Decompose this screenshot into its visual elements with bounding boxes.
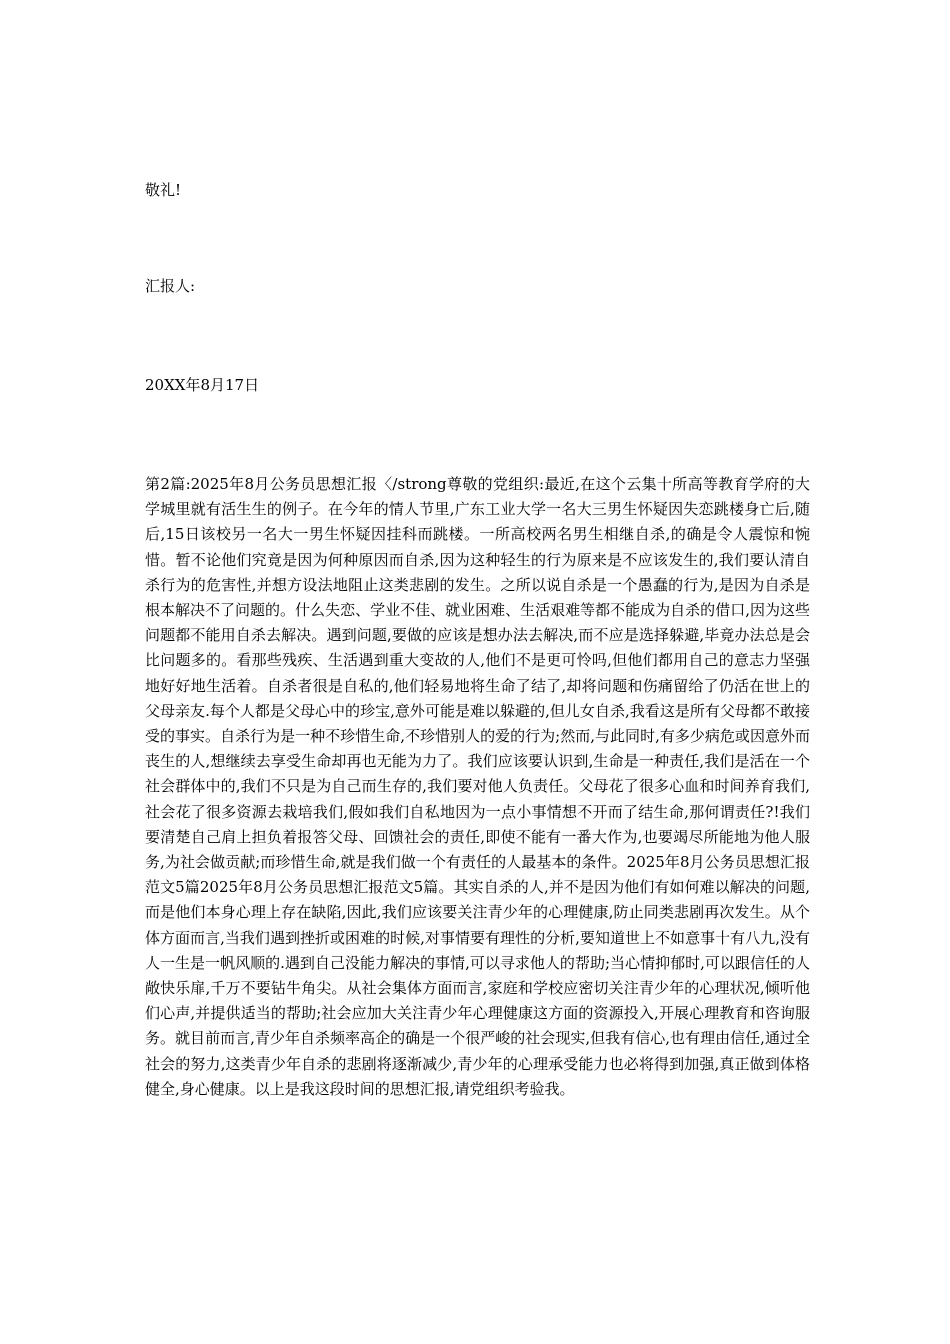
- report-body-paragraph: 第2篇:2025年8月公务员思想汇报〈/strong尊敬的党组织:最近,在这个云集十所高等教育学府的大学城里就有活生生的例子。在今年的情人节里,广东工业大学一名大三男生怀疑因失恋跳楼身亡后,随后,15日该校另一名大一男生怀疑因挂科而跳楼。一所高校两名男生相继自杀,的确是令人震惊和惋惜。暂不论他们究竟是因为何种原因而自杀,因为这种轻生的行为原来是不应该发生的,我们要认清自杀行为的危害性,并想方设法地阻止这类悲剧的发生。之所以说自杀是一个愚蠢的行为,是因为自杀是根本解决不了问题的。什么失恋、学业不佳、就业困难、生活艰难等都不能成为自杀的借口,因为这些问题都不能用自杀去解决。遇到问题,要做的应该是想办法去解决,而不应是选择躲避,毕竟办法总是会比问题多的。看那些残疾、生活遇到重大变故的人,他们不是更可怜吗,但他们都用自己的意志力坚强地好好地生活着。自杀者很是自私的,他们轻易地将生命了结了,却将问题和伤痛留给了仍活在世上的父母亲友.每个人都是父母心中的珍宝,意外可能是难以躲避的,但儿女自杀,我看这是所有父母都不敢接受的事实。自杀行为是一种不珍惜生命,不珍惜别人的爱的行为;然而,与此同时,有多少病危或因意外而丧生的人,想继续去享受生命却再也无能为力了。我们应该要认识到,生命是一种责任,我们是活在一个社会群体中的,我们不只是为自己而生存的,我们要对他人负责任。父母花了很多心血和时间养育我们,社会花了很多资源去栽培我们,假如我们自私地因为一点小事情想不开而了结生命,那何谓责任?!我们要清楚自己肩上担负着报答父母、回馈社会的责任,即使不能有一番大作为,也要竭尽所能地为他人服务,为社会做贡献;而珍惜生命,就是我们做一个有责任的人最基本的条件。2025年8月公务员思想汇报范文5篇2025年8月公务员思想汇报范文5篇。其实自杀的人,并不是因为他们有如何难以解决的问题,而是他们本身心理上存在缺陷,因此,我们应该要关注青少年的心理健康,防止同类悲剧再次发生。从个体方面而言,当我们遇到挫折或困难的时候,对事情要有理性的分析,要知道世上不如意事十有八九,没有人一生是一帆风顺的.遇到自己没能力解决的事情,可以寻求他人的帮助;当心情抑郁时,可以跟信任的人敞快乐扉,千万不要钻牛角尖。从社会集体方面而言,家庭和学校应密切关注青少年的心理状况,倾听他们心声,并提供适当的帮助;社会应加大关注青少年心理健康这方面的资源投入,开展心理教育和咨询服务。就目前而言,青少年自杀频率高企的确是一个很严峻的社会现实,但我有信心,也有理由信任,通过全社会的努力,这类青少年自杀的悲剧将逐渐减少,青少年的心理承受能力也必将得到加强,真正做到体格健全,身心健康。以上是我这段时间的思想汇报,请党组织考验我。: [145, 475, 810, 1098]
- salutation-text: 敬礼!: [145, 181, 182, 199]
- report-date: 20XX年8月17日: [145, 376, 260, 394]
- reporter-label: 汇报人:: [145, 277, 196, 295]
